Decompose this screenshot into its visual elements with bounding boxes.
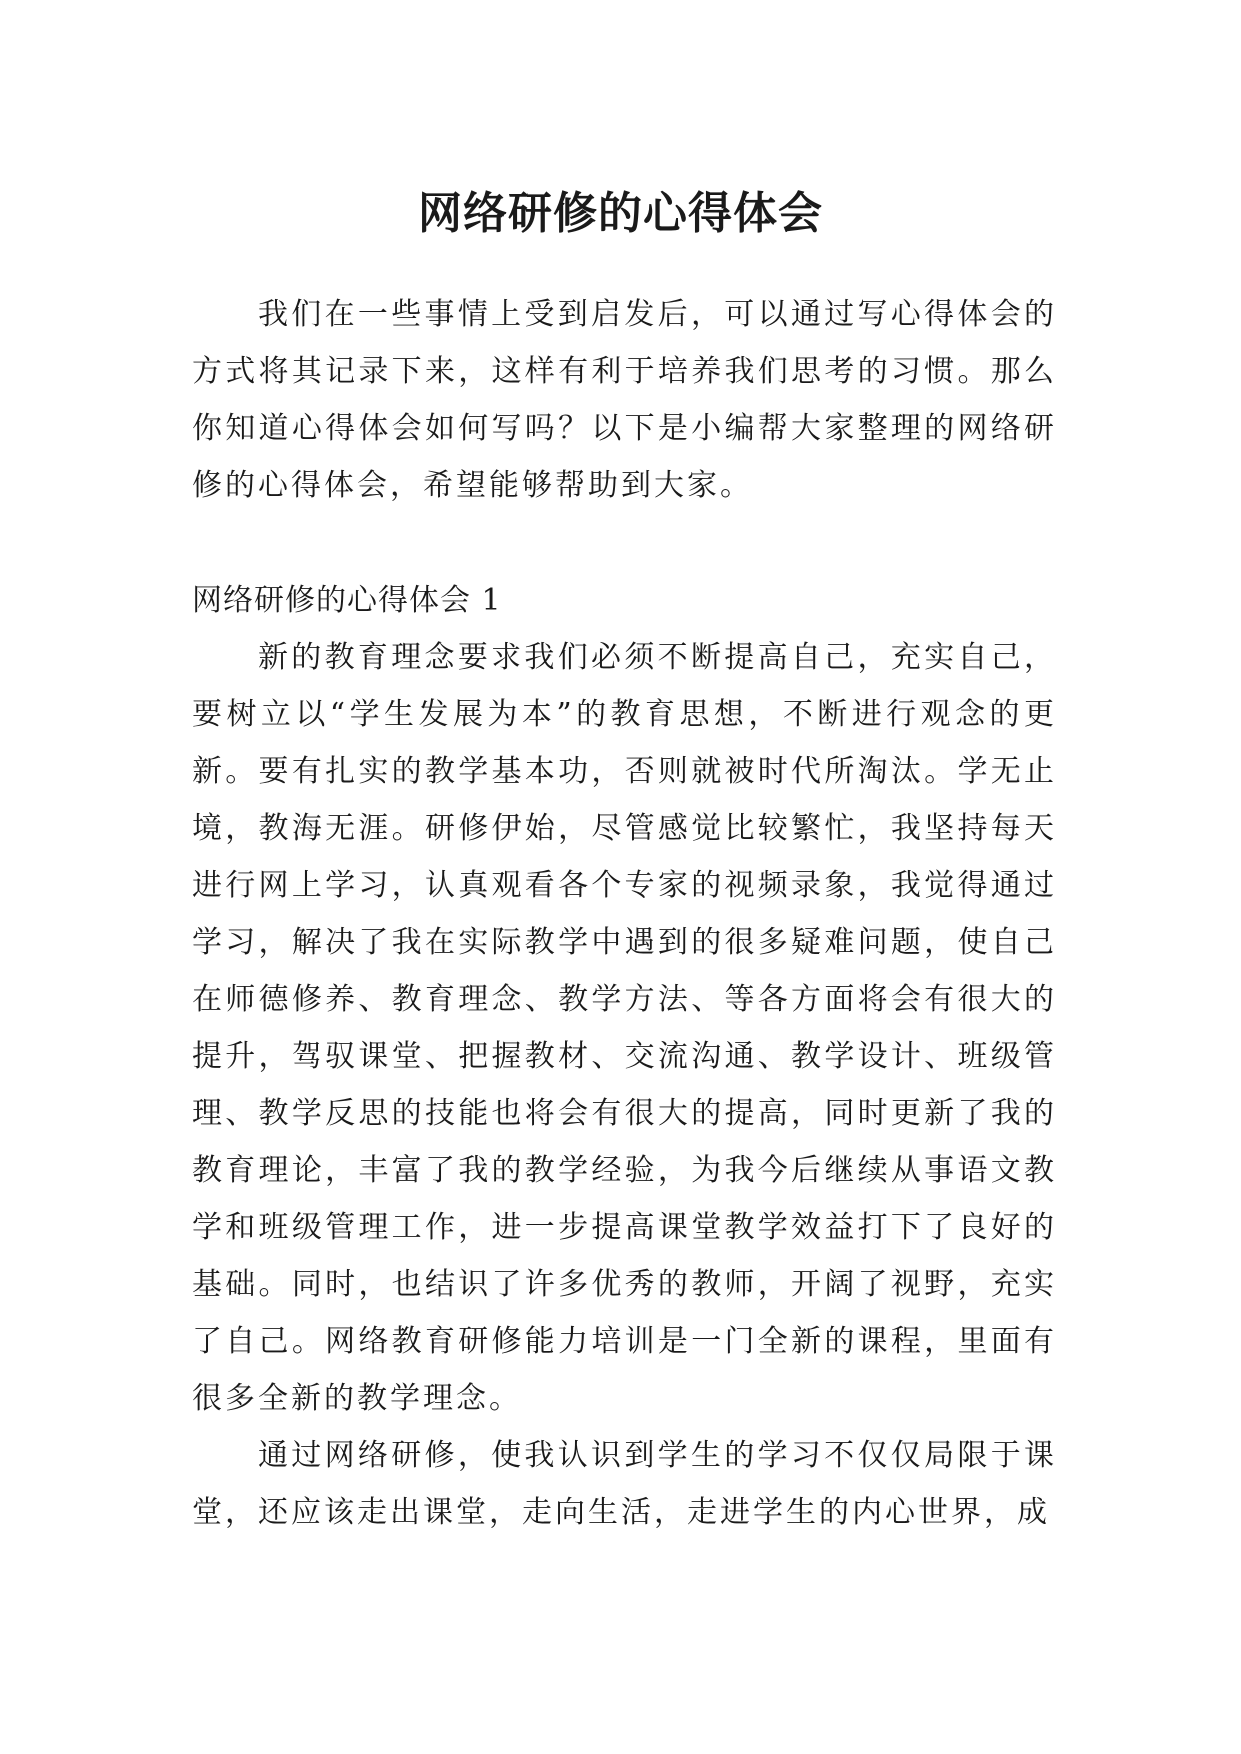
document-body [192,286,1057,1541]
intro-paragraph: 我们在一些事情上受到启发后，可以通过写心得体会的方式将其记录下来，这样有利于培养我们思考的习惯。那么你知道心得体会如何写吗？以下是小编帮大家整理的网络研修的心得体会，希望能够帮助到大家。 [192,297,1057,503]
document-title: 网络研修的心得体会 [418,188,823,240]
body-paragraph-1: 新的教育理念要求我们必须不断提高自己，充实自己，要树立以“学生发展为本”的教育思想，不断进行观念的更新。要有扎实的教学基本功，否则就被时代所淘汰。学无止境，教海无涯。研修伊始，尽管感觉比较繁忙，我坚持每天进行网上学习，认真观看各个专家的视频录象，我觉得通过学习，解决了我在实际教学中遇到的很多疑难问题，使自己在师德修养、教育理念、教学方法、等各方面将会有很大的提升，驾驭课堂、把握教材、交流沟通、教学设计、班级管理、教学反思的技能也将会有很大的提高，同时更新了我的教育理论，丰富了我的教学经验，为我今后继续从事语文教学和班级管理工作，进一步提高课堂教学效益打下了良好的基础。同时，也结识了许多优秀的教师，开阔了视野，充实了自己。网络教育研修能力培训是一门全新的课程，里面有很多全新的教学理念。 [192,640,1057,1416]
body-paragraph-2: 通过网络研修，使我认识到学生的学习不仅仅局限于课堂，还应该走出课堂，走向生活，走进学生的内心世界，成 [192,1438,1057,1530]
section-heading: 网络研修的心得体会 1 [192,583,502,618]
